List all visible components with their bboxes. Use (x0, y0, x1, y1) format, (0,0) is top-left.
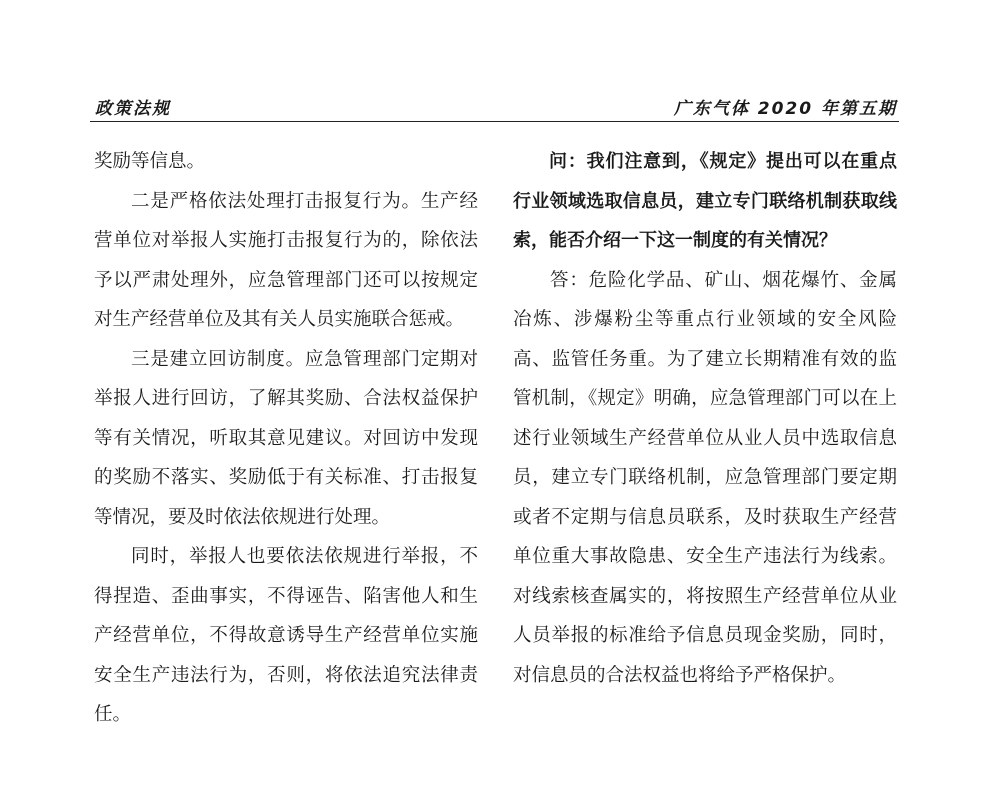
left-column (94, 142, 478, 735)
paragraph-2: 二是严格依法处理打击报复行为。生产经营单位对举报人实施打击报复行为的，除依法予以严肃处理外，应急管理部门还可以按规定对生产经营单位及其有关人员实施联合惩戒。 (94, 190, 478, 330)
section-title: 政策法规 (95, 99, 171, 119)
answer-paragraph: 答：危险化学品、矿山、烟花爆竹、金属冶炼、涉爆粉尘等重点行业领域的安全风险高、监管任务重。为了建立长期精准有效的监管机制，《规定》明确，应急管理部门可以在上述行业领域生产经营单位从业人员中选取信息员，建立专门联络机制，应急管理部门要定期或者不定期与信息员联系，及时获取生产经营单位重大事故隐患、安全生产违法行为线索。对线索核查属实的，将按照生产经营单位从业人员举报的标准给予信息员现金奖励，同时，对信息员的合法权益也将给予严格保护。 (513, 269, 897, 686)
question-paragraph: 问：我们注意到，《规定》提出可以在重点行业领域选取信息员，建立专门联络机制获取线索，能否介绍一下这一制度的有关情况？ (513, 151, 897, 251)
paragraph-1: 奖励等信息。 (94, 151, 206, 172)
paragraph-4: 同时，举报人也要依法依规进行举报，不得捏造、歪曲事实，不得诬告、陷害他人和生产经营单位，不得故意诱导生产经营单位实施安全生产违法行为，否则，将依法追究法律责任。 (94, 546, 478, 725)
page-header (95, 94, 897, 119)
right-column (513, 142, 897, 695)
journal-issue: 广东气体 2020 年第五期 (673, 99, 897, 119)
paragraph-3: 三是建立回访制度。应急管理部门定期对举报人进行回访，了解其奖励、合法权益保护等有关情况，听取其意见建议。对回访中发现的奖励不落实、奖励低于有关标准、打击报复等情况，要及时依法依规进行处理。 (94, 348, 478, 528)
header-rule (90, 121, 899, 122)
